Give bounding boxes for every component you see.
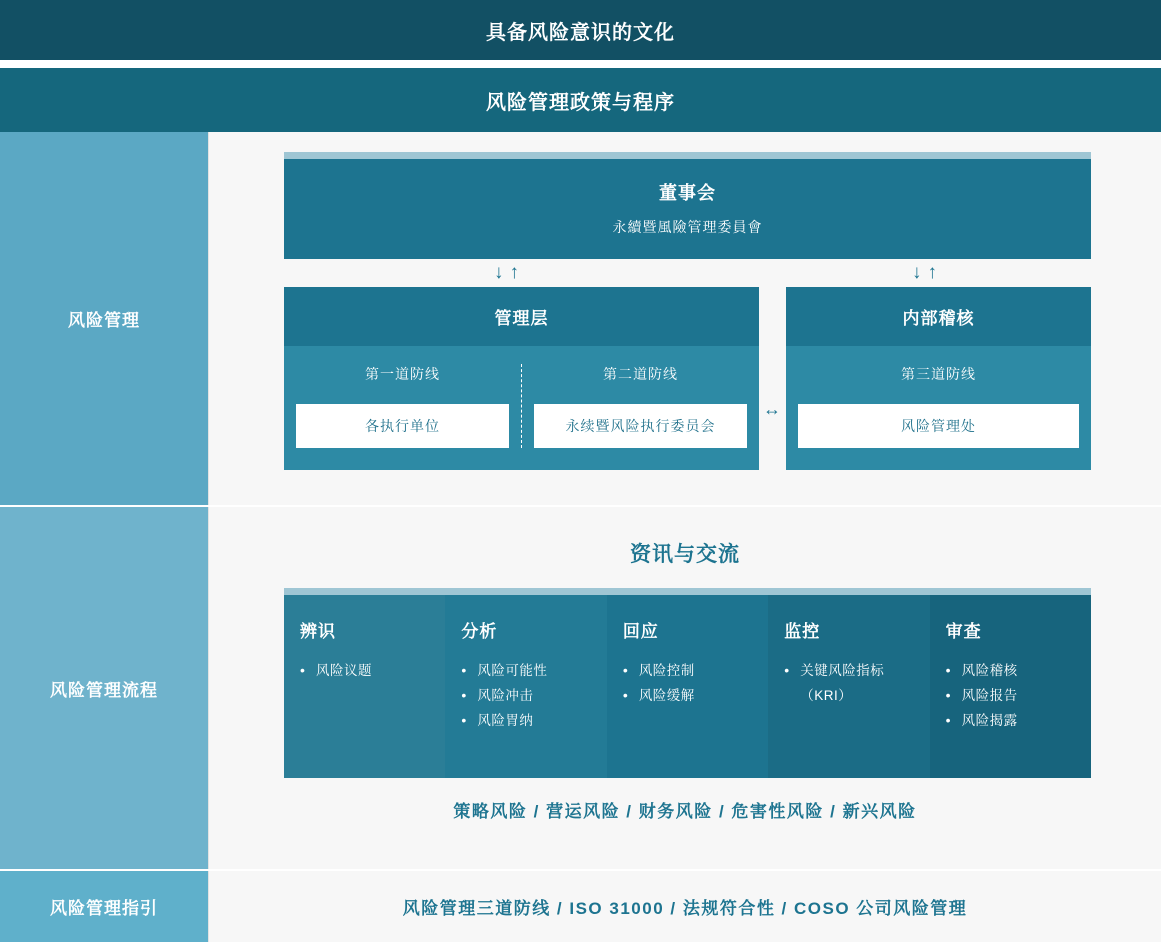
arrow-pair-audit — [912, 261, 943, 285]
bidirectional-arrow-icon: ↔ — [763, 399, 781, 419]
governance-pillars — [284, 287, 1091, 470]
management-pillar — [284, 287, 759, 470]
process-column-respond-list — [623, 658, 752, 708]
defense-line-third-title: 第三道防线 — [901, 366, 976, 382]
board-title: 董事会 — [659, 183, 716, 203]
section-label-risk-process — [0, 507, 208, 869]
risk-guideline-content — [208, 871, 1161, 942]
section-risk-process — [0, 507, 1161, 869]
board-subtitle: 永續暨風險管理委員會 — [612, 219, 763, 235]
list-item: • 风险缓解 — [623, 683, 752, 708]
process-column-respond-title: 回应 — [622, 622, 659, 641]
guideline-text: 风险管理三道防线 / ISO 31000 / 法规符合性 / COSO 公司风险管理 — [402, 899, 968, 918]
internal-audit-defense-lines — [786, 364, 1091, 448]
defense-line-second-title: 第二道防线 — [603, 366, 678, 382]
banner-risk-culture-label: 具备风险意识的文化 — [486, 21, 675, 44]
governance-arrow-row — [284, 259, 1091, 287]
section-risk-management — [0, 132, 1161, 505]
process-column-monitor-list — [784, 658, 913, 708]
section-label-risk-management — [0, 132, 208, 505]
process-column-review-list — [946, 658, 1075, 733]
governance-structure — [284, 152, 1091, 470]
arrow-up-icon: ↑ — [509, 262, 525, 283]
internal-audit-pillar-body — [786, 346, 1091, 470]
section-label-risk-guideline — [0, 871, 208, 942]
defense-line-second — [522, 364, 759, 448]
process-column-analyze-title: 分析 — [461, 622, 498, 641]
process-column-monitor — [768, 588, 929, 778]
list-item: • 风险可能性 — [461, 658, 590, 683]
banner-risk-culture — [0, 0, 1161, 60]
process-column-identify-list — [300, 658, 429, 683]
list-item: • 风险揭露 — [946, 708, 1075, 733]
section-label-risk-guideline-text: 风险管理指引 — [50, 899, 158, 918]
process-column-review — [930, 588, 1091, 778]
process-column-analyze — [445, 588, 606, 778]
defense-line-first-box: 各执行单位 — [296, 404, 509, 448]
defense-line-third — [786, 364, 1091, 448]
internal-audit-pillar-title: 内部稽核 — [786, 287, 1091, 346]
defense-line-second-box: 永续暨风险执行委员会 — [534, 404, 747, 448]
section-risk-guideline — [0, 871, 1161, 942]
process-column-review-title: 审查 — [945, 622, 982, 641]
list-item: • 风险报告 — [946, 683, 1075, 708]
defense-line-first-title: 第一道防线 — [365, 366, 440, 382]
process-column-monitor-title: 监控 — [784, 622, 821, 641]
risk-types-text: 策略风险 / 营运风险 / 财务风险 / 危害性风险 / 新兴风险 — [453, 802, 917, 821]
section-label-risk-management-text: 风险管理 — [68, 311, 140, 330]
management-pillar-title: 管理层 — [284, 287, 759, 346]
list-item: • 风险稽核 — [946, 658, 1075, 683]
process-heading: 资讯与交流 — [630, 543, 740, 566]
risk-process-content — [208, 507, 1161, 869]
process-columns — [284, 588, 1091, 778]
list-item: • 风险议题 — [300, 658, 429, 683]
process-column-identify-title: 辨识 — [300, 622, 336, 641]
section-label-risk-process-text: 风险管理流程 — [50, 680, 158, 700]
risk-management-content — [208, 132, 1161, 505]
board-of-directors-card — [284, 152, 1091, 259]
management-defense-lines — [284, 364, 759, 448]
list-item: • 风险控制 — [623, 658, 752, 683]
banner-risk-policy-label: 风险管理政策与程序 — [486, 91, 675, 114]
process-column-identify — [284, 588, 445, 778]
banner-divider — [0, 60, 1161, 68]
arrow-down-icon: ↓ — [494, 262, 510, 283]
process-column-analyze-list — [461, 658, 590, 733]
defense-line-first — [284, 364, 522, 448]
internal-audit-pillar — [786, 287, 1091, 470]
arrow-pair-management — [494, 261, 525, 285]
list-item: • 风险胃纳 — [461, 708, 590, 733]
list-item: • 风险冲击 — [461, 683, 590, 708]
banner-risk-policy — [0, 68, 1161, 132]
management-pillar-body — [284, 346, 759, 470]
process-column-respond — [607, 588, 768, 778]
arrow-down-icon: ↓ — [912, 262, 928, 283]
defense-line-third-box: 风险管理处 — [798, 404, 1079, 448]
list-item: • 关键风险指标（KRI） — [784, 658, 913, 708]
arrow-up-icon: ↑ — [927, 262, 943, 283]
